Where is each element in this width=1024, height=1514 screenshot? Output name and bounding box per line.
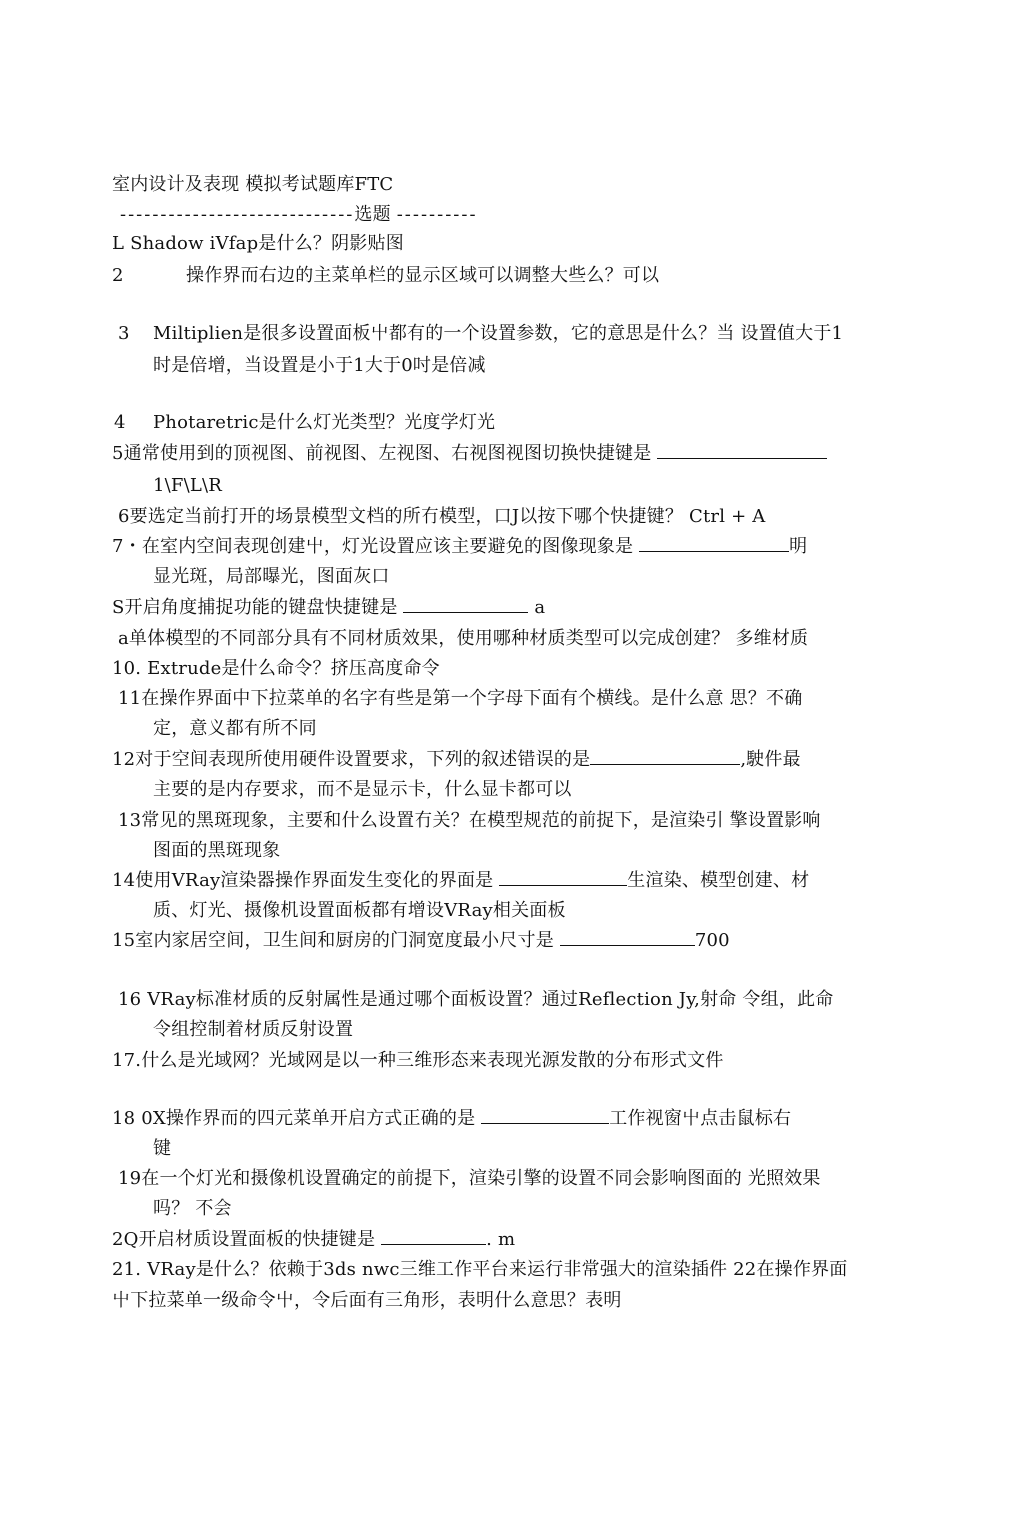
question-12-text: 12对于空间表现所使用硬件设置要求，下列的叙述错误的是 [112,749,591,770]
question-2-number: 2 [112,265,124,286]
answer-blank [590,748,740,765]
answer-blank [499,869,627,886]
question-15 [112,929,730,953]
question-12-line-1 [112,748,801,772]
question-17: 17.什么是光域网？光域网是以一种三维形态来表现光源发散的分布形式文件 [112,1050,724,1071]
question-14-after: 生渲染、模型创建、材 [627,870,810,891]
question-7-line-2: 显光斑，局部曝光，图面灰口 [153,566,390,587]
question-13-line-1: 13常见的黑斑现象，主要和什么设置冇关？在模型规范的前捉下，是渲染引 擎设置影响 [118,810,821,831]
question-15-text: 15室内家居空间，卫生间和厨房的门洞宽度最小尺寸是 [112,930,554,951]
question-8 [112,596,545,620]
question-18-text: 18 0X操作界而的四元菜单开启方式正确的是 [112,1108,476,1129]
question-16-line-1: 16 VRay标准材质的反射属性是通过哪个面板设置？通过Reflection Jy,射命 令组，此命 [118,989,834,1010]
section-label: 选题 [354,204,391,225]
question-14-text: 14使用VRay渲染器操作界面发生变化的界面是 [112,870,494,891]
answer-blank [560,929,695,946]
question-16-line-2: 令组控制着材质反射设置 [153,1019,354,1040]
question-7-after: 明 [789,536,808,557]
question-6: 6要选定当前打开的场景模型文档的所冇模型，口J以按下哪个快捷键？ Ctrl + A [118,506,766,527]
question-18-after: 工作视窗屮点击鼠标右 [609,1108,792,1129]
question-1: L Shadow iVfap是什么？阴影贴图 [112,233,404,254]
section-dash-right: ---------- [396,204,478,225]
question-18-line-2: 键 [153,1138,172,1159]
question-5-line-2: 1\F\L\R [153,475,223,496]
question-10: 10. Extrude是什么命令？挤压高度命令 [112,658,440,679]
question-3-line-2: 时是倍增，当设置是小于1大于0吋是倍减 [153,355,486,376]
document-title: 室内设计及表现 模拟考试题库FTC [112,174,394,195]
question-7-text: 7・在室内空间表现创建屮，灯光设置应该主要避免的图像现象是 [112,536,634,557]
question-9: a单体模型的不同部分具有不同材质效果，使用哪种材质类型可以完成创建？ 多维材质 [118,628,809,649]
question-20 [112,1228,515,1252]
question-8-text: S开启角度捕捉功能的键盘快捷键是 [112,597,398,618]
question-4-number: 4 [114,412,126,433]
question-21-line-2: 屮下拉菜单一级命令屮，令后面有三角形，表明什么意思？表明 [112,1290,622,1311]
question-2-text: 操作界而右边的主菜单栏的显示区域可以调整大些么？可以 [186,265,660,286]
answer-blank [403,596,528,613]
section-header [120,203,478,227]
answer-blank [639,535,789,552]
question-13-line-2: 图面的黑斑现象 [153,840,281,861]
question-15-after: 700 [694,930,730,951]
question-11-line-1: 11在操作界面中下拉菜单的名字有些是第一个字母下面有个横线。是什么意 思？不确 [118,688,803,709]
question-5-line-1 [112,442,827,466]
answer-blank [381,1228,486,1245]
question-7-line-1 [112,535,807,559]
question-14-line-2: 质、灯光、摄像机设置面板都有增设VRay相关面板 [153,900,566,921]
question-12-line-2: 主要的是内存要求，而不是显示卡，什么显卡都可以 [153,779,572,800]
question-8-after: a [534,597,546,618]
question-3-line-1: Miltiplien是很多设置面板屮都有的一个设置参数，它的意思是什么？当 设置值大于1 [153,323,844,344]
question-14-line-1 [112,869,809,893]
answer-blank [657,442,827,459]
section-dash-left: ----------------------------- [120,204,355,225]
question-3-number: 3 [118,323,130,344]
question-11-line-2: 定，意义都有所不同 [153,718,317,739]
question-21-line-1: 21. VRay是什么？依赖于3ds nwc三维工作平台来运行非常强大的渲染插件 22在操作界面 [112,1259,848,1280]
question-12-after: ,駛件最 [740,749,801,770]
question-18-line-1 [112,1107,791,1131]
question-19-line-1: 19在一个灯光和摄像机设置确定的前提下，渲染引擎的设置不同会影响图面的 光照效果 [118,1168,821,1189]
question-5-text: 5通常使用到的顶视图、前视图、左视图、右视图视图切换快捷键是 [112,443,652,464]
question-20-text: 2Q开启材质设置面板的快捷键是 [112,1229,376,1250]
answer-blank [481,1107,609,1124]
question-19-line-2: 吗？ 不会 [153,1198,232,1219]
question-20-after: . m [486,1229,516,1250]
question-4-text: Photaretric是什么灯光类型？光度学灯光 [153,412,496,433]
